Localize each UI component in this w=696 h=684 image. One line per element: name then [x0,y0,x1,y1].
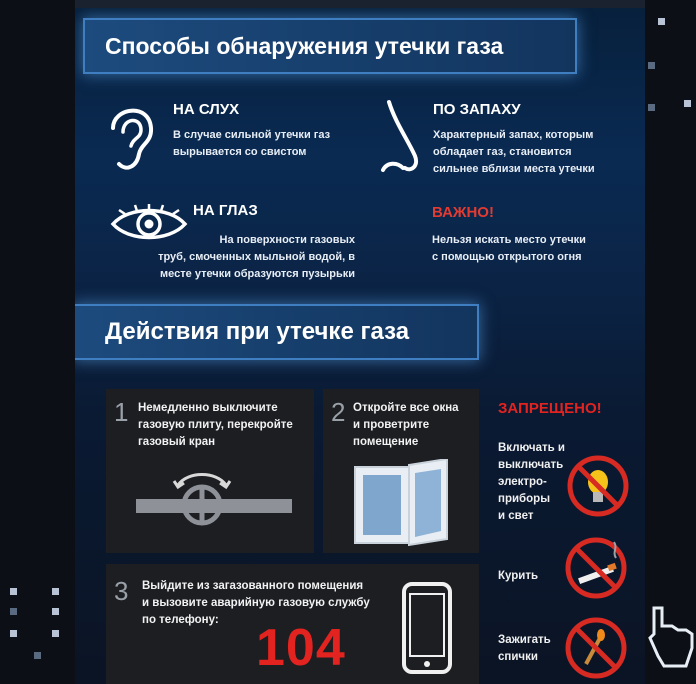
phone-icon [402,582,452,674]
important-text [432,232,622,266]
forbidden-line: Зажигать [498,634,551,646]
step-line: Выйдите из загазованного помещения [142,580,364,592]
no-matches-icon [564,616,628,680]
hearing-line: В случае сильной утечки газ [173,129,331,141]
step-number: 1 [114,397,129,427]
decor-dot [10,630,17,637]
gas-valve-icon [136,467,296,537]
smell-title: ПО ЗАПАХУ [433,101,521,118]
detection-header [85,20,575,72]
no-lightbulb-icon [566,454,630,518]
actions-title: Действия при утечке газа [105,318,410,345]
forbidden-title: ЗАПРЕЩЕНО! [498,400,602,417]
forbidden-line: выключать [498,459,564,471]
nose-icon [375,98,425,180]
important-line: с помощью открытого огня [432,251,582,263]
open-window-icon [351,459,451,547]
sight-title: НА ГЛАЗ [193,202,258,219]
step-2-card [323,389,479,553]
step-2-text [353,400,477,451]
smell-line: сильнее вблизи места утечки [433,163,595,175]
step-line: Немедленно выключите [138,402,278,414]
decor-dot [658,18,665,25]
decor-dot [648,104,655,111]
left-backdrop [0,0,75,684]
emergency-phone-number: 104 [256,619,346,677]
forbidden-line: Включать и [498,442,565,454]
step-line: и проветрите [353,419,430,431]
step-line: по телефону: [142,614,219,626]
step-number: 3 [114,576,129,606]
hearing-text [173,127,358,161]
step-line: и вызовите аварийную газовую службу [142,597,370,609]
hearing-title: НА СЛУХ [173,101,240,118]
top-strip [75,0,645,8]
decor-dot [684,100,691,107]
hand-cursor-icon [648,604,696,670]
ear-icon [105,98,157,178]
step-line: газовую плиту, перекройте [138,419,293,431]
forbidden-line: Курить [498,570,539,582]
decor-dot [52,630,59,637]
smell-line: обладает газ, становится [433,146,572,158]
sight-line: труб, смоченных мыльной водой, в [158,251,355,263]
sight-line: месте утечки образуются пузырьки [160,268,355,280]
step-1-text [138,400,310,451]
step-1-card [106,389,314,553]
forbidden-line: приборы [498,493,551,505]
smell-line: Характерный запах, которым [433,129,594,141]
step-line: Откройте все окна [353,402,459,414]
gas-leak-poster [75,8,645,684]
decor-dot [52,588,59,595]
decor-dot [10,608,17,615]
step-number: 2 [331,397,346,427]
important-title: ВАЖНО! [432,204,494,221]
forbidden-line: спички [498,651,538,663]
detection-title: Способы обнаружения утечки газа [105,32,504,59]
forbidden-line: и свет [498,510,534,522]
decor-dot [52,608,59,615]
step-line: помещение [353,436,419,448]
decor-dot [10,588,17,595]
hearing-line: вырывается со свистом [173,146,307,158]
forbidden-item-text [498,568,538,585]
sight-line: На поверхности газовых [219,234,355,246]
important-line: Нельзя искать место утечки [432,234,586,246]
no-smoking-icon [564,536,628,600]
sight-text [111,232,355,283]
decor-dot [648,62,655,69]
forbidden-line: электро- [498,476,547,488]
actions-header [75,306,477,358]
smell-text [433,127,623,178]
step-3-card [106,564,479,684]
step-line: газовый кран [138,436,216,448]
forbidden-item-text [498,632,551,666]
decor-dot [34,652,41,659]
